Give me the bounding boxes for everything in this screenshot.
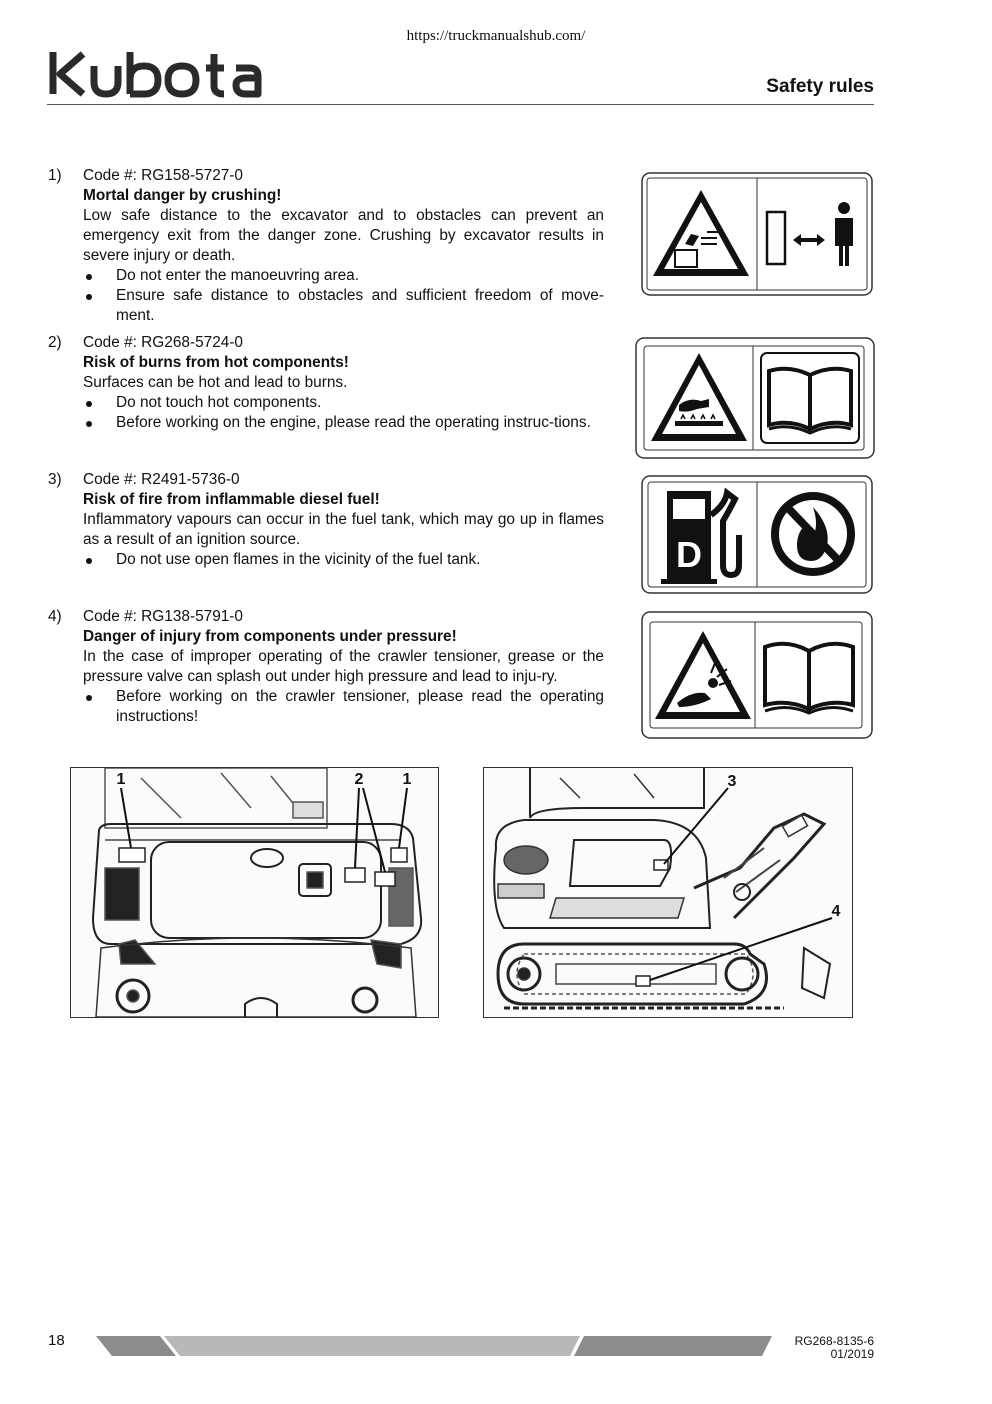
doc-code-number: RG268-8135-6 (794, 1334, 874, 1348)
source-url[interactable]: https://truckmanualshub.com/ (406, 28, 586, 44)
item-description: In the case of improper operating of the crawler tensioner, grease or the pressure valve can splash out under high pressure and lead to inju-ry. (83, 648, 604, 685)
item-title: Risk of fire from inflammable diesel fuel! (83, 491, 380, 508)
section-title: Safety rules (766, 76, 874, 97)
safety-sign-4 (641, 611, 873, 739)
svg-text:D: D (676, 534, 702, 575)
item-description: Inflammatory vapours can occur in the fuel tank, which may go up in flames as a result of an ignition source. (83, 511, 604, 548)
item-number: 4) (48, 608, 62, 625)
kubota-logo (48, 50, 268, 100)
safety-item-2 (48, 333, 604, 433)
list-item: Ensure safe distance to obstacles and sufficient freedom of move-ment. (83, 286, 604, 326)
document-code (795, 1335, 874, 1361)
callout-label: 2 (354, 771, 364, 788)
item-bullets (83, 393, 604, 433)
doc-date: 01/2019 (830, 1347, 874, 1361)
callout-label: 3 (727, 773, 737, 790)
item-code: Code #: R2491-5736-0 (83, 471, 240, 488)
item-title: Mortal danger by crushing! (83, 187, 282, 204)
callout-label: 1 (402, 771, 412, 788)
bullet-icon (86, 558, 92, 564)
list-item: Do not enter the manoeuvring area. (83, 266, 604, 286)
bullet-icon (86, 695, 92, 701)
safety-item-3 (48, 470, 604, 570)
list-item: Do not use open flames in the vicinity of the fuel tank. (83, 550, 604, 570)
item-number: 2) (48, 334, 62, 351)
item-number: 1) (48, 167, 62, 184)
bullet-icon (86, 294, 92, 300)
page-number: 18 (48, 1332, 65, 1349)
no-open-flame-icon (775, 496, 851, 572)
list-item: Do not touch hot components. (83, 393, 604, 413)
bullet-icon (86, 274, 92, 280)
footer-decorative-bar (96, 1336, 776, 1358)
list-item: Before working on the crawler tensioner, please read the operating instructions! (83, 687, 604, 727)
side-view-figure (483, 767, 853, 1018)
item-bullets (83, 266, 604, 326)
callout-label: 1 (116, 771, 126, 788)
safety-item-1 (48, 166, 604, 326)
item-code: Code #: RG268-5724-0 (83, 334, 243, 351)
bullet-icon (86, 421, 92, 427)
callout-label: 4 (831, 903, 841, 920)
item-description: Surfaces can be hot and lead to burns. (83, 374, 348, 391)
list-item: Before working on the engine, please read the operating instruc-tions. (83, 413, 604, 433)
safety-item-4 (48, 607, 604, 727)
header-divider (47, 104, 874, 105)
read-manual-icon (761, 353, 859, 443)
read-manual-icon (765, 644, 853, 713)
item-bullets (83, 687, 604, 727)
safety-sign-2 (635, 337, 875, 459)
item-title: Risk of burns from hot components! (83, 354, 349, 371)
item-number: 3) (48, 471, 62, 488)
item-description: Low safe distance to the excavator and to obstacles can prevent an emergency exit from the danger zone. Crushing by excavator results in severe injury or death. (83, 207, 604, 264)
item-title: Danger of injury from components under pressure! (83, 628, 457, 645)
item-code: Code #: RG138-5791-0 (83, 608, 243, 625)
safety-sign-3 (641, 475, 873, 594)
item-bullets (83, 550, 604, 570)
rear-view-figure (70, 767, 439, 1018)
item-code: Code #: RG158-5727-0 (83, 167, 243, 184)
safety-sign-1 (641, 172, 873, 296)
bullet-icon (86, 401, 92, 407)
